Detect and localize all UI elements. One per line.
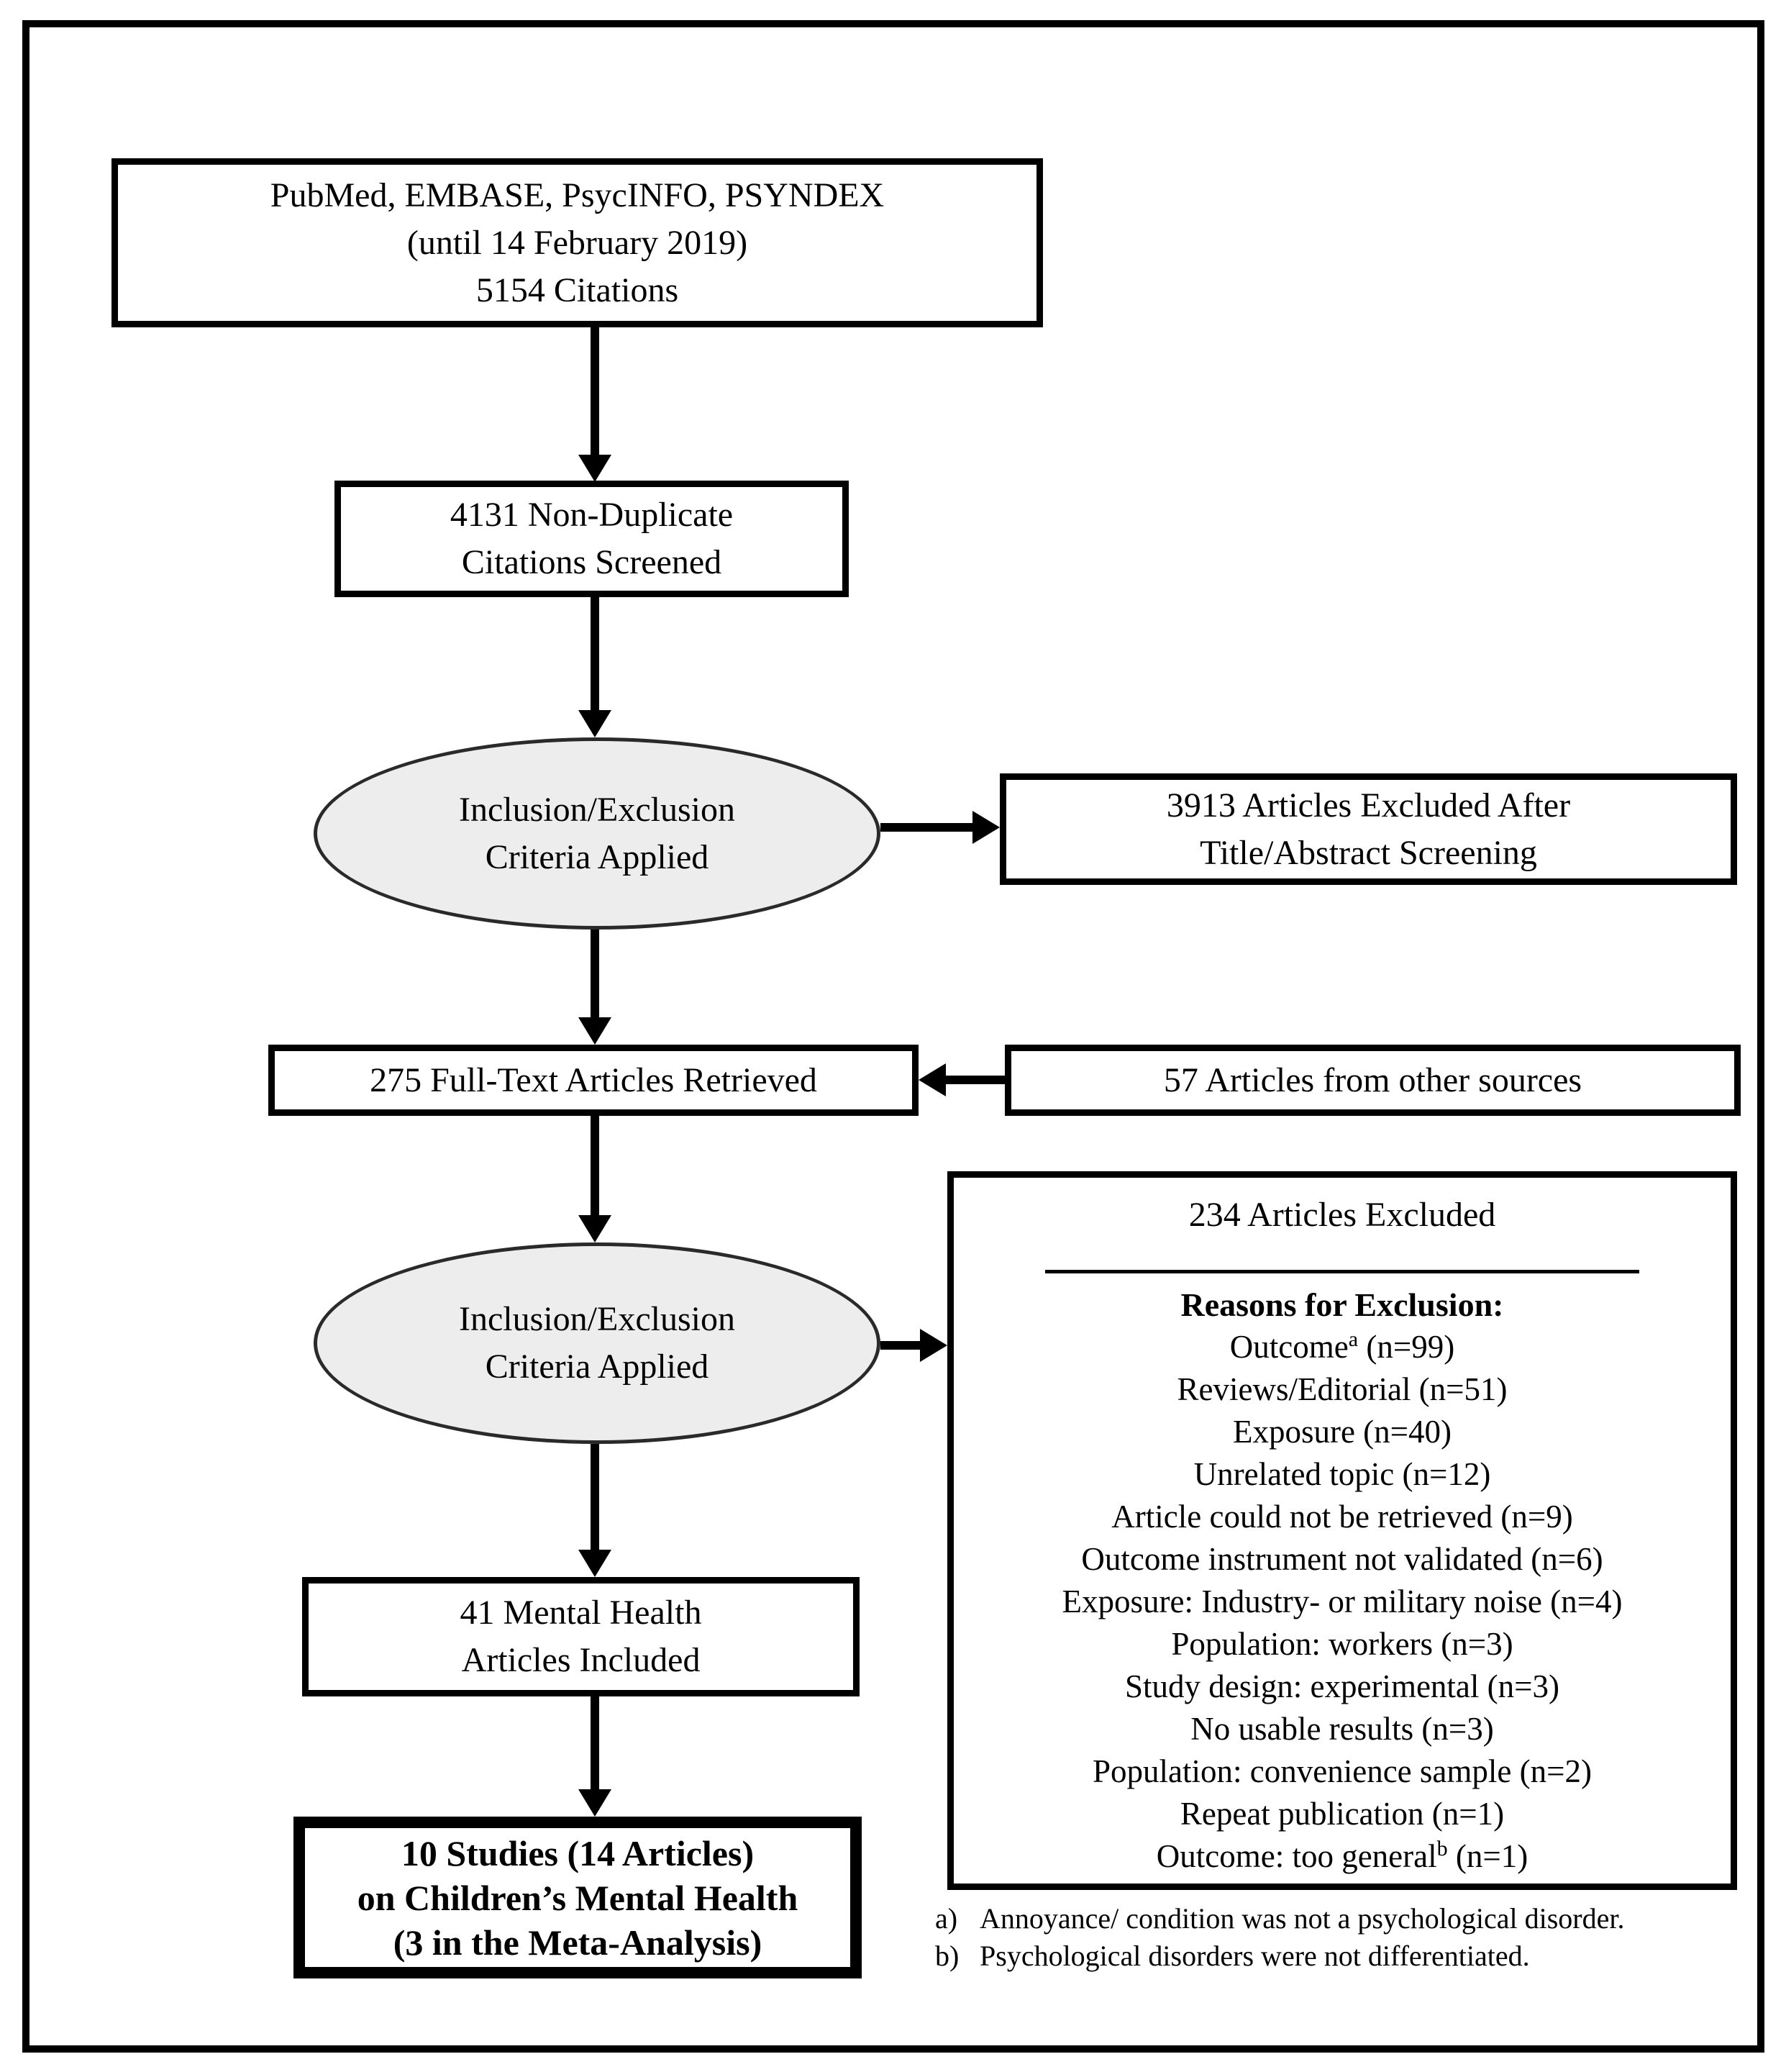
box-excluded-ta-line2: Title/Abstract Screening <box>1200 833 1537 872</box>
exclusion-reason: Study design: experimental (n=3) <box>1124 1668 1559 1704</box>
footnote-b-marker-sup: b <box>1436 1837 1448 1860</box>
exclusion-reason: Population: workers (n=3) <box>1171 1626 1513 1662</box>
arrow-shaft <box>591 1116 599 1219</box>
box-excluded-ta-line1: 3913 Articles Excluded After <box>1166 786 1571 824</box>
arrow-down-head <box>578 1789 611 1817</box>
box-included-line1: 41 Mental Health <box>460 1594 702 1632</box>
arrow-criteria1-to-excluded <box>880 811 1000 844</box>
footnote-a <box>935 1901 1624 1937</box>
arrow-shaft <box>591 1444 599 1554</box>
box-exclusion-detail <box>947 1171 1737 1890</box>
arrow-fulltext-to-criteria2 <box>578 1116 611 1242</box>
arrow-down-head <box>578 1215 611 1242</box>
box-included-line2: Articles Included <box>461 1641 701 1679</box>
arrow-sources-to-screened <box>578 327 611 482</box>
footnote-b-text: Psychological disorders were not differentiated. <box>980 1940 1530 1972</box>
box-fulltext-retrieved <box>268 1045 919 1116</box>
box-citation-sources-line2: (until 14 February 2019) <box>406 223 748 262</box>
exclusion-reason-too-general <box>954 1835 1731 1878</box>
footnote-b <box>935 1938 1530 1974</box>
box-mental-health-included <box>302 1577 860 1696</box>
reason-toogeneral-base: Outcome: too general <box>1156 1838 1437 1874</box>
arrow-shaft <box>880 1341 924 1350</box>
box-other-sources-line1: 57 Articles from other sources <box>1163 1060 1582 1099</box>
footnote-b-marker: b) <box>935 1940 960 1972</box>
reason-outcome-base: Outcome <box>1229 1329 1349 1365</box>
exclusion-reason: No usable results (n=3) <box>1190 1711 1494 1747</box>
arrow-criteria2-to-exclusion-detail <box>880 1329 947 1362</box>
arrow-shaft <box>942 1076 1005 1084</box>
exclusion-reasons-header: Reasons for Exclusion: <box>1180 1286 1504 1323</box>
exclusion-reason-outcome <box>954 1326 1731 1368</box>
arrow-othersources-to-fulltext <box>919 1063 1005 1096</box>
exclusion-reason: Unrelated topic (n=12) <box>1193 1456 1491 1492</box>
footnote-a-marker: a) <box>935 1902 958 1935</box>
arrow-shaft <box>591 597 599 714</box>
arrow-right-head <box>920 1329 947 1362</box>
ellipse1-line1: Inclusion/Exclusion <box>459 790 735 829</box>
box-citation-sources-line1: PubMed, EMBASE, PsycINFO, PSYNDEX <box>270 176 885 214</box>
exclusion-detail-separator <box>1045 1270 1639 1273</box>
arrow-down-head <box>578 1017 611 1045</box>
arrow-screened-to-criteria1 <box>578 597 611 737</box>
box-final-line2: on Children’s Mental Health <box>357 1877 798 1918</box>
box-fulltext-line1: 275 Full-Text Articles Retrieved <box>370 1060 817 1099</box>
box-citation-sources-line3: 5154 Citations <box>475 271 679 309</box>
footnote-a-marker-sup: a <box>1348 1327 1359 1351</box>
footnote-a-text: Annoyance/ condition was not a psychological disorder. <box>980 1902 1625 1935</box>
exclusion-reason: Article could not be retrieved (n=9) <box>1111 1499 1573 1535</box>
arrow-left-head <box>919 1063 946 1096</box>
ellipse2-line2: Criteria Applied <box>485 1348 709 1386</box>
box-other-sources <box>1005 1045 1741 1116</box>
ellipse-criteria-applied-1 <box>314 737 880 930</box>
arrow-shaft <box>591 1696 599 1794</box>
box-excluded-title-abstract <box>1000 773 1737 885</box>
exclusion-reason: Repeat publication (n=1) <box>1180 1796 1505 1832</box>
exclusion-reason: Outcome instrument not validated (n=6) <box>1081 1541 1603 1577</box>
exclusion-reason: Population: convenience sample (n=2) <box>1093 1753 1592 1789</box>
arrow-criteria2-to-included <box>578 1444 611 1577</box>
arrow-right-head <box>972 811 1000 844</box>
arrow-shaft <box>880 823 977 832</box>
ellipse1-line2: Criteria Applied <box>485 837 709 876</box>
box-nonduplicate-line1: 4131 Non-Duplicate <box>450 496 734 534</box>
arrow-shaft <box>591 930 599 1022</box>
exclusion-reason: Exposure (n=40) <box>1232 1414 1452 1450</box>
box-nonduplicate-screened <box>334 481 849 597</box>
box-final-line1: 10 Studies (14 Articles) <box>401 1832 755 1873</box>
reason-toogeneral-count: (n=1) <box>1447 1838 1528 1874</box>
reason-outcome-count: (n=99) <box>1358 1329 1455 1365</box>
exclusion-reason: Reviews/Editorial (n=51) <box>1177 1371 1508 1407</box>
arrow-down-head <box>578 455 611 482</box>
box-citation-sources <box>111 158 1043 327</box>
box-final-studies <box>293 1817 862 1978</box>
ellipse-criteria-applied-2 <box>314 1242 880 1444</box>
arrow-down-head <box>578 1550 611 1577</box>
arrow-criteria1-to-fulltext <box>578 930 611 1045</box>
arrow-shaft <box>591 327 599 459</box>
ellipse2-line1: Inclusion/Exclusion <box>459 1300 735 1338</box>
arrow-down-head <box>578 710 611 737</box>
exclusion-reason: Exposure: Industry- or military noise (n=4) <box>1062 1583 1623 1619</box>
arrow-included-to-final <box>578 1696 611 1817</box>
box-final-line3: (3 in the Meta-Analysis) <box>393 1922 762 1963</box>
exclusion-detail-title: 234 Articles Excluded <box>1188 1196 1496 1234</box>
box-nonduplicate-line2: Citations Screened <box>461 543 722 581</box>
